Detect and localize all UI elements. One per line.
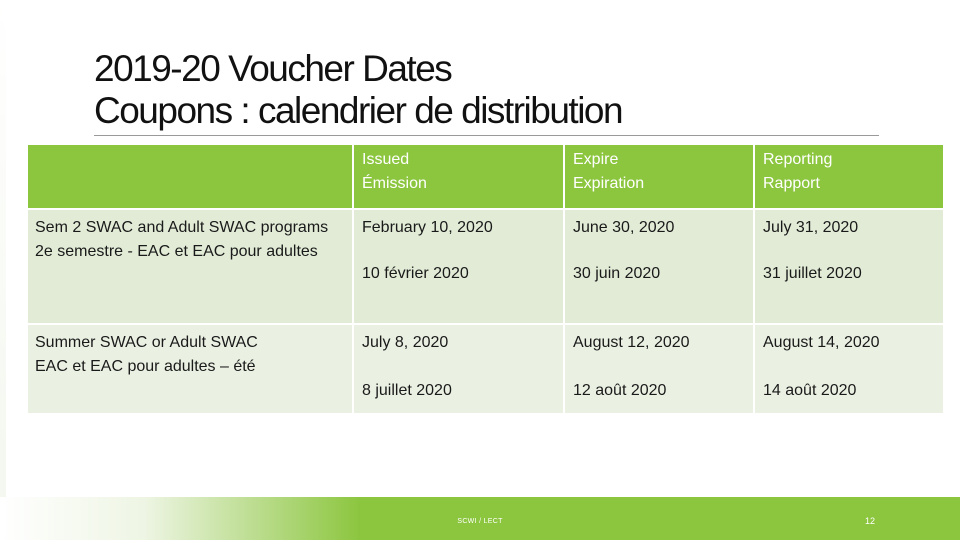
- issued-date-en: July 8, 2020: [362, 334, 449, 351]
- header-issued-en: Issued: [362, 151, 410, 168]
- footer-text: SCWI / LECT: [457, 518, 503, 525]
- expire-date-cell: [565, 210, 755, 325]
- expire-date-cell: [565, 325, 755, 415]
- table-header-row: [28, 145, 945, 210]
- reporting-date-fr: 31 juillet 2020: [763, 265, 862, 282]
- issued-date-fr: 8 juillet 2020: [362, 382, 452, 399]
- reporting-date-cell: [755, 325, 945, 415]
- header-cell-issued: [354, 145, 565, 210]
- header-cell-expire: [565, 145, 755, 210]
- header-cell-reporting: [755, 145, 945, 210]
- issued-date-en: February 10, 2020: [362, 219, 493, 236]
- header-expire-fr: Expiration: [573, 175, 645, 192]
- header-issued-fr: Émission: [362, 175, 427, 192]
- issued-date-cell: [354, 325, 565, 415]
- header-reporting-fr: Rapport: [763, 175, 820, 192]
- program-label-en: Summer SWAC or Adult SWAC: [35, 334, 258, 351]
- slide-title: [94, 48, 894, 132]
- expire-date-en: August 12, 2020: [573, 334, 690, 351]
- program-label-cell: [28, 210, 354, 325]
- title-divider: [94, 135, 879, 136]
- voucher-dates-table: [28, 145, 945, 415]
- program-label-fr: EAC et EAC pour adultes – été: [35, 358, 256, 375]
- slide-title-line-1: 2019-20 Voucher Dates: [94, 48, 452, 89]
- reporting-date-cell: [755, 210, 945, 325]
- program-label-en: Sem 2 SWAC and Adult SWAC programs: [35, 219, 329, 236]
- left-accent-strip: [0, 0, 6, 540]
- header-cell-empty: [28, 145, 354, 210]
- table-row: [28, 325, 945, 415]
- program-label-cell: [28, 325, 354, 415]
- issued-date-fr: 10 février 2020: [362, 265, 469, 282]
- slide-title-line-2: Coupons : calendrier de distribution: [94, 90, 623, 131]
- footer-gradient: [0, 497, 360, 540]
- expire-date-en: June 30, 2020: [573, 219, 675, 236]
- expire-date-fr: 30 juin 2020: [573, 265, 661, 282]
- page-number: 12: [864, 516, 875, 526]
- issued-date-cell: [354, 210, 565, 325]
- table-row: [28, 210, 945, 325]
- program-label-fr: 2e semestre - EAC et EAC pour adultes: [35, 243, 318, 260]
- expire-date-fr: 12 août 2020: [573, 382, 667, 399]
- reporting-date-en: August 14, 2020: [763, 334, 880, 351]
- reporting-date-en: July 31, 2020: [763, 219, 859, 236]
- header-reporting-en: Reporting: [763, 151, 833, 168]
- reporting-date-fr: 14 août 2020: [763, 382, 857, 399]
- header-expire-en: Expire: [573, 151, 619, 168]
